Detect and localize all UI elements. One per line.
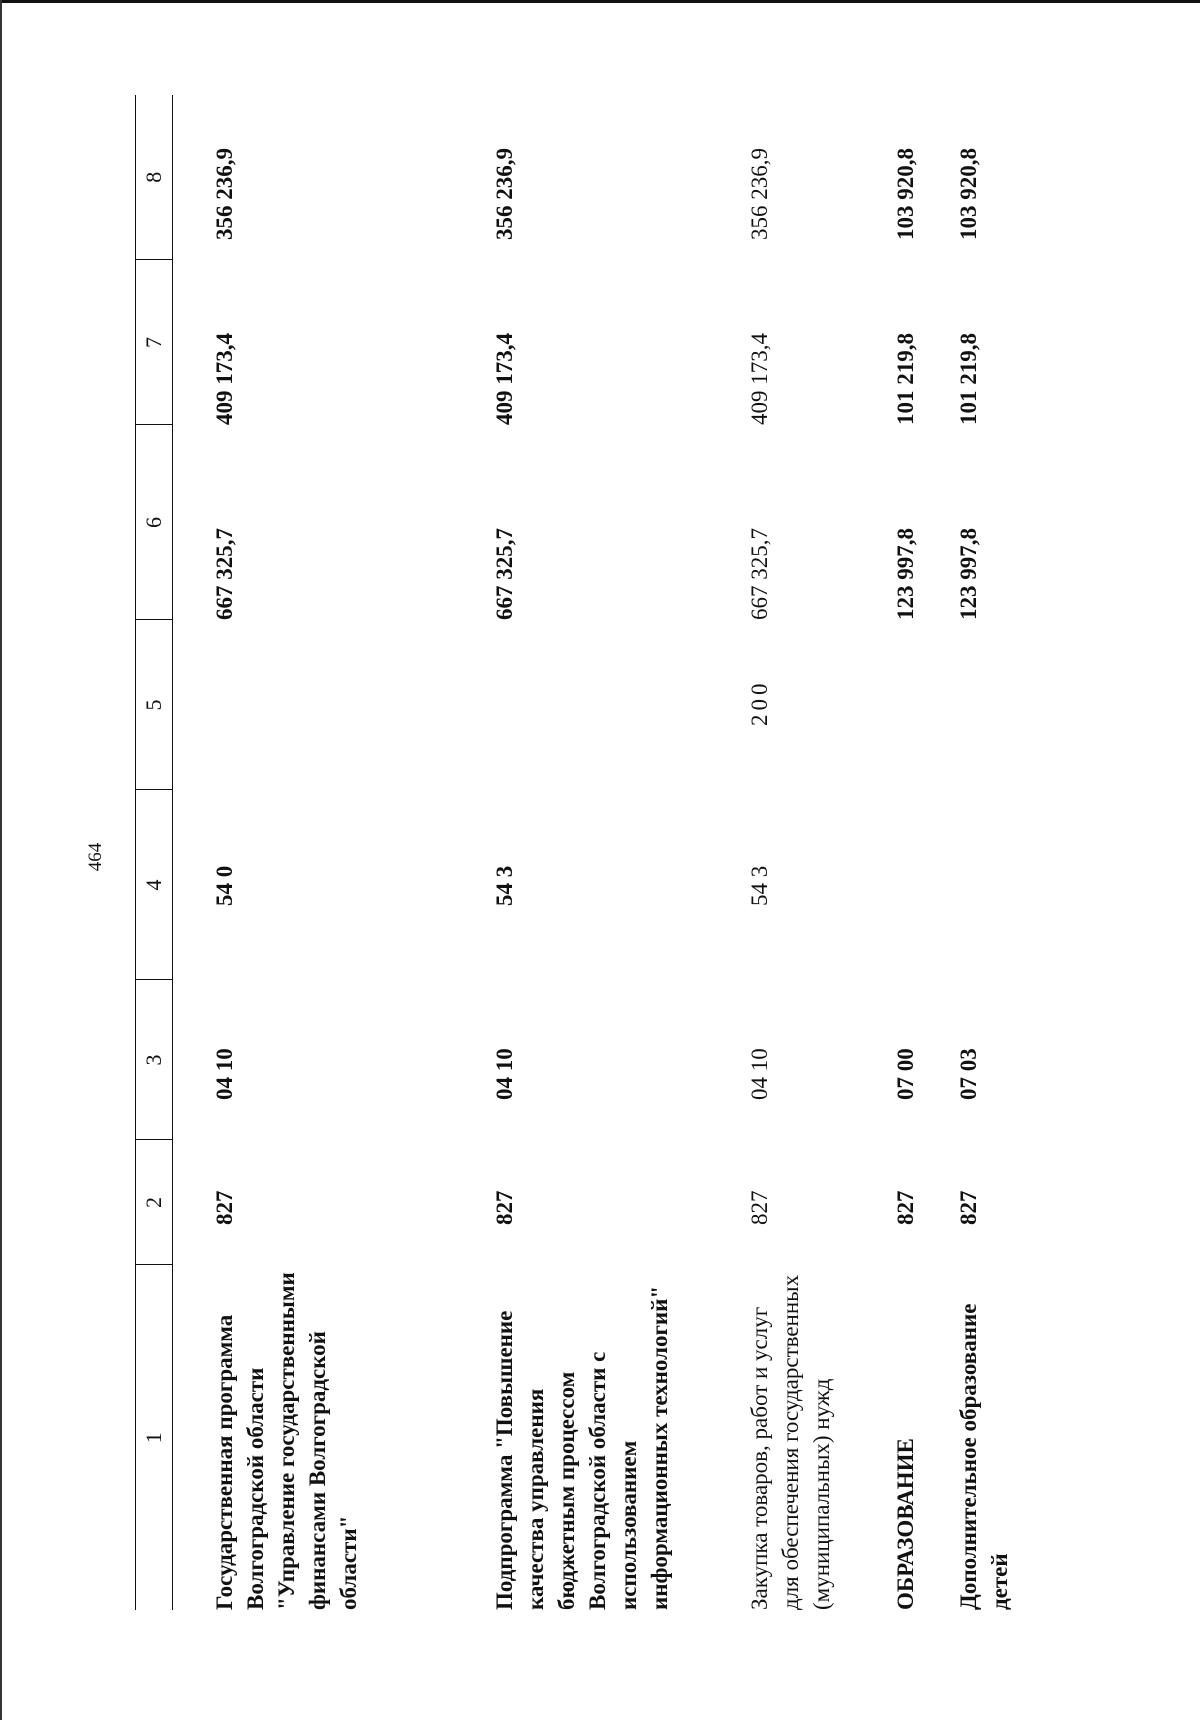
row-c4: 54 3 — [492, 865, 517, 906]
row-c2: 827 — [893, 1190, 918, 1225]
table-row — [489, 95, 744, 1610]
row-c6: 667 325,7 — [747, 528, 772, 620]
budget-table-area — [135, 95, 1023, 1610]
budget-table — [135, 95, 1023, 1610]
table-row — [744, 95, 890, 1610]
row-c3: 04 10 — [747, 1048, 772, 1100]
row-c3: 07 00 — [893, 1048, 918, 1100]
row-c3: 04 10 — [212, 1048, 237, 1100]
row-c6: 667 325,7 — [492, 528, 517, 620]
table-row — [890, 95, 953, 1610]
row-c7: 101 219,8 — [956, 333, 981, 425]
row-c3: 07 03 — [956, 1048, 981, 1100]
row-name: ОБРАЗОВАНИЕ — [893, 1438, 918, 1610]
row-c2: 827 — [747, 1190, 772, 1225]
page-number: 464 — [85, 842, 106, 872]
row-c2: 827 — [956, 1190, 981, 1225]
row-c6: 667 325,7 — [212, 528, 237, 620]
row-c4 — [953, 790, 1023, 980]
column-header-6: 6 — [136, 425, 173, 620]
row-c8: 103 920,8 — [956, 148, 981, 240]
row-c7: 409 173,4 — [747, 333, 772, 425]
row-c5 — [890, 620, 953, 790]
row-c8: 356 236,9 — [492, 148, 517, 240]
column-header-2: 2 — [136, 1140, 173, 1265]
row-c8: 356 236,9 — [747, 148, 772, 240]
row-c2: 827 — [492, 1190, 517, 1225]
column-header-1: 1 — [136, 1265, 173, 1610]
row-c4: 54 0 — [212, 865, 237, 906]
row-name: Закупка товаров, работ и услуг для обеспечения государственных (муниципальных) нужд — [747, 1274, 834, 1610]
column-header-8: 8 — [136, 95, 173, 260]
row-c6: 123 997,8 — [956, 528, 981, 620]
table-header-row — [136, 95, 173, 1610]
row-c5 — [953, 620, 1023, 790]
column-header-3: 3 — [136, 980, 173, 1140]
row-c4: 54 3 — [747, 865, 772, 906]
row-c6: 123 997,8 — [893, 528, 918, 620]
row-c5 — [173, 620, 490, 790]
column-header-5: 5 — [136, 620, 173, 790]
row-c4 — [890, 790, 953, 980]
column-header-7: 7 — [136, 260, 173, 425]
row-c7: 409 173,4 — [492, 333, 517, 425]
row-c7: 409 173,4 — [212, 333, 237, 425]
row-c8: 103 920,8 — [893, 148, 918, 240]
row-c2: 827 — [212, 1190, 237, 1225]
row-name: Государственная программа Волгоградской области "Управление государственными финансами Волгоградской области" — [212, 1272, 361, 1610]
row-c5 — [489, 620, 744, 790]
row-c8: 356 236,9 — [212, 148, 237, 240]
table-row — [953, 95, 1023, 1610]
row-name: Дополнительное образование детей — [956, 1303, 1012, 1610]
column-header-4: 4 — [136, 790, 173, 980]
row-c3: 04 10 — [492, 1048, 517, 1100]
table-row — [173, 95, 490, 1610]
row-c5: 200 — [747, 679, 772, 726]
row-c7: 101 219,8 — [893, 333, 918, 425]
row-name: Подпрограмма "Повышение качества управления бюджетным процессом Волгоградской области с использованием информационных технологий" — [492, 1285, 672, 1610]
